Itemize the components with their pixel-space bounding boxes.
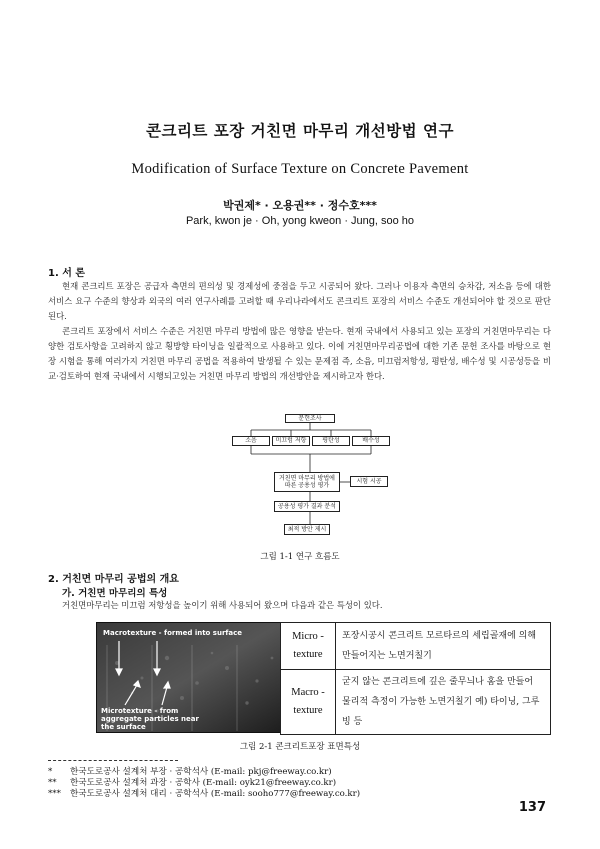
section-1-paragraph-1: 현재 콘크리트 포장은 공급자 측면의 편의성 및 경제성에 중점을 두고 시공되어 왔다. 그러나 이용자 측면의 승차감, 저소음 등에 대한 서비스 요구 수준의 향상과 외국의 여러 연구사례를 고려할 때 우리나라에서도 콘크리트 포장의 서비스 수준도 개선되어야 할 것으로 판단된다. (48, 281, 551, 321)
footnote-divider (48, 760, 178, 761)
paper-title-english: Modification of Surface Texture on Concrete Pavement (131, 161, 469, 177)
table-cell-macro-desc: 굳지 않는 콘크리트에 깊은 줄무늬나 홈을 만들어 물리적 측정이 가능한 노면거칠기 예) 타이닝, 그루빙 등 (336, 670, 551, 735)
footnote-mark: ** (48, 778, 57, 788)
footnote-3 (48, 787, 360, 799)
section-2-paragraph: 거친면마무리는 미끄럼 저항성을 높이기 위해 사용되어 왔으며 다음과 같은 특성이 있다. (62, 600, 383, 610)
flow-box-performance-evaluation: 거친면 마무리 방법에 따른 공용성 평가 (274, 472, 340, 492)
flow-box-test-construction: 시험 시공 (350, 476, 388, 487)
section-2-subheading: 가. 거친면 마무리의 특성 (62, 588, 168, 599)
footnote-text: 한국도로공사 설계처 부장 · 공학석사 (E-mail: pkj@freeway.co.kr) (70, 767, 332, 777)
flow-box-optimal-proposal: 최적 방안 제시 (284, 524, 330, 535)
flow-box-literature-review: 문헌조사 (285, 414, 335, 423)
flow-box-flatness: 평탄성 (312, 436, 350, 446)
page-number: 137 (518, 800, 546, 815)
authors-korean: 박권제* · 오용권** · 정수호*** (223, 199, 377, 212)
table-row (281, 670, 551, 735)
pavement-texture-photo (96, 622, 281, 733)
table-cell-micro-label: Micro -texture (281, 623, 336, 670)
footnote-mark: * (48, 767, 53, 777)
figure-2-1-caption: 그림 2-1 콘크리트포장 표면특성 (239, 742, 361, 752)
table-cell-micro-desc: 포장시공시 콘크리트 모르타르의 세립골재에 의해 만들어지는 노면거칠기 (336, 623, 551, 670)
figure-1-1-caption: 그림 1-1 연구 흐름도 (260, 552, 340, 562)
footnote-text: 한국도로공사 설계처 과장 · 공학사 (E-mail: oyk21@freeway.co.kr) (70, 778, 337, 788)
flow-box-result-analysis: 공용성 평가 결과 분석 (274, 501, 340, 512)
photo-label-microtexture: Microtexture - from aggregate particles near the surface (101, 707, 199, 731)
table-cell-macro-label: Macro -texture (281, 670, 336, 735)
footnote-mark: *** (48, 789, 61, 799)
footnote-text: 한국도로공사 설계처 대리 · 공학석사 (E-mail: sooho777@freeway.co.kr) (70, 789, 361, 799)
texture-characteristics-table (280, 622, 551, 735)
flow-box-drainage: 배수성 (352, 436, 390, 446)
paper-title-korean: 콘크리트 포장 거친면 마무리 개선방법 연구 (146, 122, 454, 140)
section-1-paragraph-2: 콘크리트 포장에서 서비스 수준은 거친면 마무리 방법에 많은 영향을 받는다. 현재 국내에서 사용되고 있는 포장의 거친면마무리는 다양한 검토사항을 고려하지 않고 횡방향 타이닝을 일괄적으로 사용하고 있다. 이에 거친면마무리공법에 대한 기존 문헌 조사를 바탕으로 현장 시험을 통해 여러가지 거친면 마무리 공법을 적용하여 발생될 수 있는 문제점 즉, 소음, 미끄럼저항성, 평탄성, 배수성 및 시공성등을 비교·검토하여 현재 국내에서 시행되고있는 거친면 마무리 방법의 개선방안을 제시하고자 한다. (48, 326, 551, 381)
section-2-heading: 2. 거친면 마무리 공법의 개요 (48, 574, 179, 585)
photo-label-macrotexture: Macrotexture - formed into surface (103, 629, 243, 637)
research-flowchart (230, 412, 400, 542)
flow-box-skid-resistance: 미끄럼 저항 (272, 436, 310, 446)
flow-box-noise: 소음 (232, 436, 270, 446)
authors-english: Park, kwon je · Oh, yong kweon · Jung, soo ho (185, 215, 415, 227)
section-1-heading: 1. 서 론 (48, 268, 86, 279)
table-row (281, 623, 551, 670)
